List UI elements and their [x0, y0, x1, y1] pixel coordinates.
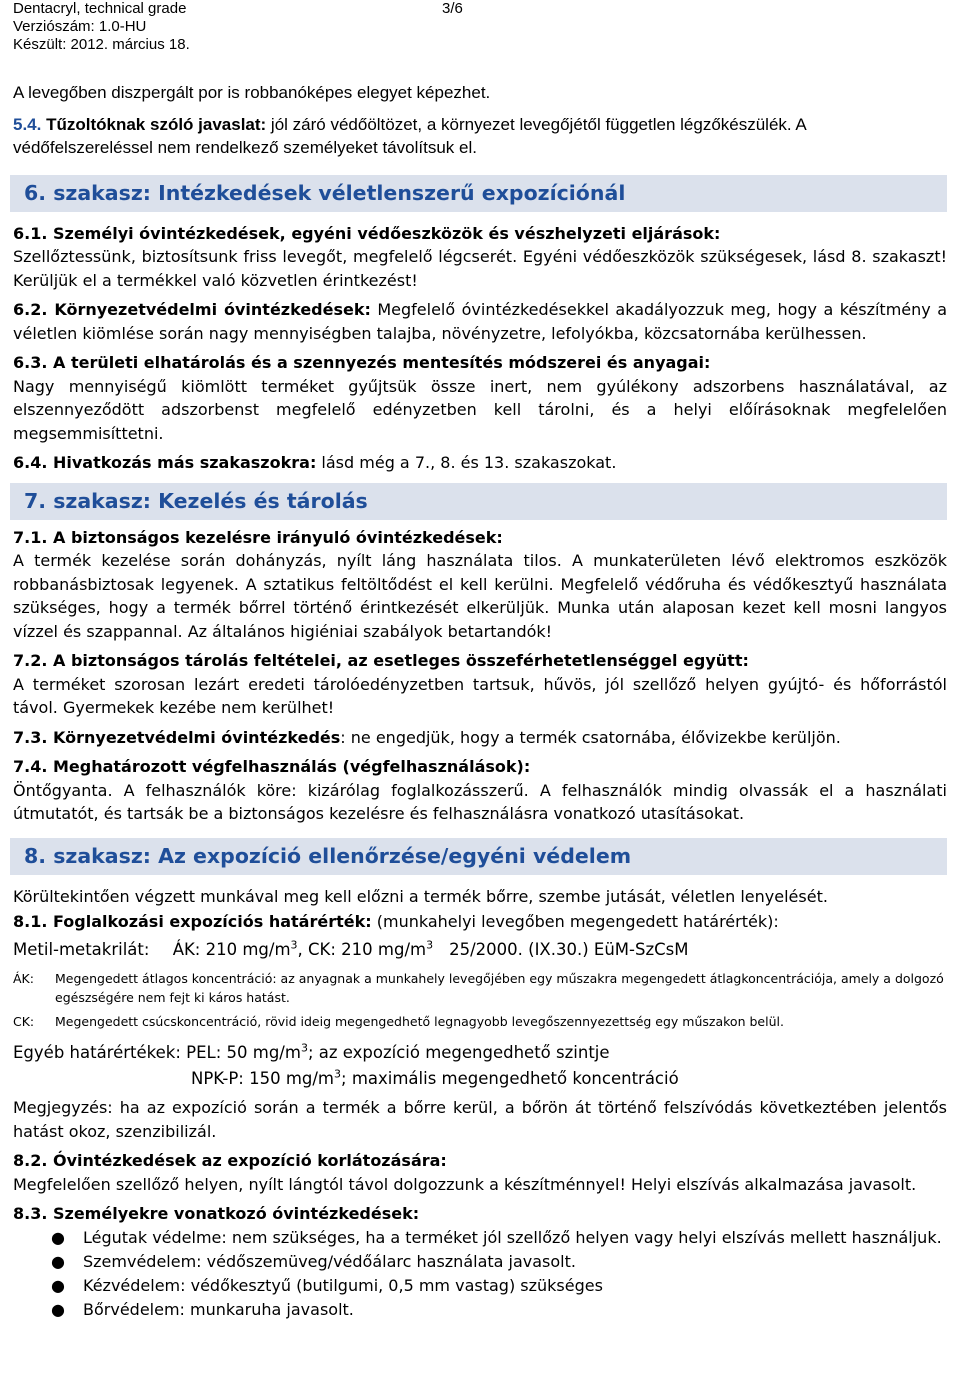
ck-definition	[13, 1012, 947, 1031]
section-7-4	[13, 755, 947, 826]
skin-protection: Bőrvédelem: munkaruha javasolt.	[83, 1299, 354, 1319]
section-8-3	[13, 1202, 947, 1226]
page-number: 3/6	[442, 0, 463, 17]
product-name: Dentacryl, technical grade	[13, 0, 187, 17]
page-header	[13, 0, 947, 54]
section-6-2-title: 6.2. Környezetvédelmi óvintézkedések:	[13, 300, 371, 319]
section-8-3-title: 8.3. Személyekre vonatkozó óvintézkedések:	[13, 1204, 420, 1223]
section-8-2	[13, 1149, 947, 1196]
section-6-heading: 6. szakasz: Intézkedések véletlenszerű expozíciónál	[10, 175, 947, 212]
sensitization-note: Megjegyzés: ha az expozíció során a termék a bőrre kerül, a bőrön át történő felszívódás következtében jelentős hatást okoz, szenzibilizál.	[13, 1098, 947, 1141]
ck-definition-text: Megengedett csúcskoncentráció, rövid ideig megengedhető legnagyobb levegőszennyezettség egy műszakon belül.	[55, 1014, 784, 1029]
section-6-2-text: Megfelelő óvintézkedésekkel akadályozzuk meg, hogy a készítmény a véletlen kiömlése során nagy mennyiségben talajba, növényzetre, lefolyókba, közcsatornába kerülhessen.	[13, 300, 947, 343]
ak-definition-text: Megengedett átlagos koncentráció: az anyagnak a munkahely levegőjében egy műszakra megengedett átlagkoncentrációja, amely a dolgozó egészségére nem fejt ki káros hatást.	[55, 971, 944, 1005]
hand-protection: Kézvédelem: védőkesztyű (butilgumi, 0,5 mm vastag) szükséges	[83, 1275, 603, 1295]
npk-text-b: ; maximális megengedhető koncentráció	[341, 1068, 679, 1088]
section-8-1-text: (munkahelyi levegőben megengedett határérték):	[371, 912, 779, 931]
version-line: Verziószám: 1.0-HU	[13, 18, 147, 35]
ak-exponent: 3	[290, 938, 298, 951]
section-6-1	[13, 222, 947, 293]
section-7-1-text: A termék kezelése során dohányzás, nyílt láng használata tilos. A munkaterületen lévő elektromos eszközök robbanásbiztosak legyenek. A sztatikus feltöltődést el kell kerülni. Megfelelő védőruha és védőkesztyű használata szükséges, hogy a termék bőrrel történő érintkezését elkerüljük. Munka után alaposan kezet kell mosni langyos vízzel és szappannal. Az általános higiéniai szabályok betartandók!	[13, 551, 947, 641]
section-7-3-text: : ne engedjük, hogy a termék csatornába, élővizekbe kerüljön.	[340, 727, 841, 747]
section-6-4	[13, 451, 947, 475]
bullet-icon: ●	[51, 1227, 65, 1247]
section-7-3-title: 7.3. Környezetvédelmi óvintézkedés	[13, 727, 341, 747]
section-5-4-text: jól záró védőöltözet, a környezet levegőjétől független légzőkészülék. A védőfelszereléssel nem rendelkező személyeket távolítsuk el.	[13, 114, 806, 157]
other-limits-pel	[13, 1041, 947, 1065]
ak-limit: ÁK: 210 mg/m	[172, 939, 291, 959]
ak-definition-label: ÁK:	[13, 971, 34, 986]
document-page	[13, 0, 947, 1322]
regulation-ref: 25/2000. (IX.30.) EüM-SzCsM	[449, 939, 689, 959]
exposure-limit-line	[13, 938, 947, 962]
section-7-2-text: A terméket szorosan lezárt eredeti tárolóedényzetben tartsuk, hűvös, jól szellőző helyen gyújtó- és hőforrástól távol. Gyermekek kezébe nem kerülhet!	[13, 674, 947, 717]
section-8-heading: 8. szakasz: Az expozíció ellenőrzése/egyéni védelem	[10, 838, 947, 875]
section-8-2-text: Megfelelően szellőző helyen, nyílt lángtól távol dolgozzunk a készítménnyel! Helyi elszívás alkalmazása javasolt.	[13, 1174, 917, 1194]
section-8-1-title: 8.1. Foglalkozási expozíciós határérték:	[13, 912, 372, 931]
explosive-dust-note: A levegőben diszpergált por is robbanóképes elegyet képezhet.	[13, 83, 491, 102]
section-7-1-title: 7.1. A biztonságos kezelésre irányuló óvintézkedések:	[13, 527, 503, 547]
section-8-1	[13, 910, 947, 934]
eye-protection: Szemvédelem: védőszemüveg/védőálarc használata javasolt.	[83, 1251, 576, 1271]
section-6-1-text: Szellőztessünk, biztosítsunk friss levegőt, megfelelő légcserét. Egyéni védőeszközök szükségesek, lásd 8. szakaszt! Kerüljük el a termékkel való közvetlen érintkezést!	[13, 247, 947, 290]
list-item	[13, 1226, 947, 1250]
section-5-4-number: 5.4.	[13, 114, 42, 134]
section-6-1-title: 6.1. Személyi óvintézkedések, egyéni védőeszközök és vészhelyzeti eljárások:	[13, 223, 721, 243]
ck-exponent: 3	[426, 938, 434, 951]
section-6-4-title: 6.4. Hivatkozás más szakaszokra:	[13, 453, 317, 472]
npk-text-a: NPK-P: 150 mg/m	[191, 1068, 335, 1088]
other-limits-npk	[13, 1067, 947, 1091]
pel-exponent: 3	[300, 1041, 308, 1055]
section-6-3	[13, 351, 947, 445]
respiratory-protection: Légutak védelme: nem szükséges, ha a terméket jól szellőző helyen vagy helyi elszívás mellett használjuk.	[83, 1227, 942, 1247]
npk-exponent: 3	[334, 1067, 342, 1080]
protection-list	[13, 1226, 947, 1322]
section-7-2	[13, 649, 947, 720]
bullet-icon: ●	[51, 1275, 65, 1295]
pel-text-a: Egyéb határértékek: PEL: 50 mg/m	[13, 1043, 301, 1062]
section-8-2-title: 8.2. Óvintézkedések az expozíció korlátozására:	[13, 1151, 447, 1170]
section-6-2	[13, 298, 947, 345]
ck-limit: , CK: 210 mg/m	[297, 939, 427, 959]
bullet-icon: ●	[51, 1299, 65, 1319]
section-7-2-title: 7.2. A biztonságos tárolás feltételei, az esetleges összeférhetetlenséggel együtt:	[13, 651, 749, 670]
section-6-4-text: lásd még a 7., 8. és 13. szakaszokat.	[316, 453, 617, 472]
section-6-3-title: 6.3. A területi elhatárolás és a szennyezés mentesítés módszerei és anyagai:	[13, 353, 711, 372]
firefighter-advice	[13, 113, 947, 160]
list-item	[13, 1274, 947, 1298]
section-7-4-text: Öntőgyanta. A felhasználók köre: kizárólag foglalkozásszerű. A felhasználók mindig olvassák el a használati útmutatót, és tartsák be a biztonságos kezelésre és felhasználásra vonatkozó utasításokat.	[13, 780, 947, 823]
substance-name: Metil-metakrilát:	[13, 939, 150, 959]
section-5-4-title: Tűzoltóknak szóló javaslat:	[46, 114, 267, 134]
section-7-1	[13, 526, 947, 644]
section-6-3-text: Nagy mennyiségű kiömlött terméket gyűjtsük össze inert, nem gyúlékony adszorbens használatával, az elszennyeződött adszorbenst megfelelő edényzetben kell tárolni, és a helyi előírásoknak megfelelően megsemmisíttetni.	[13, 376, 947, 443]
section-8-intro: Körültekintően végzett munkával meg kell előzni a termék bőrre, szembe jutását, véletlen lenyelését.	[13, 886, 828, 906]
ak-definition	[13, 969, 947, 1007]
section-7-4-title: 7.4. Meghatározott végfelhasználás (végfelhasználások):	[13, 757, 531, 776]
list-item	[13, 1250, 947, 1274]
section-7-3	[13, 726, 947, 750]
section-7-heading: 7. szakasz: Kezelés és tárolás	[10, 483, 947, 520]
date-line: Készült: 2012. március 18.	[13, 36, 190, 53]
pel-text-b: ; az expozíció megengedhető szintje	[307, 1043, 610, 1062]
bullet-icon: ●	[51, 1251, 65, 1271]
list-item	[13, 1298, 947, 1322]
ck-definition-label: CK:	[13, 1014, 35, 1029]
